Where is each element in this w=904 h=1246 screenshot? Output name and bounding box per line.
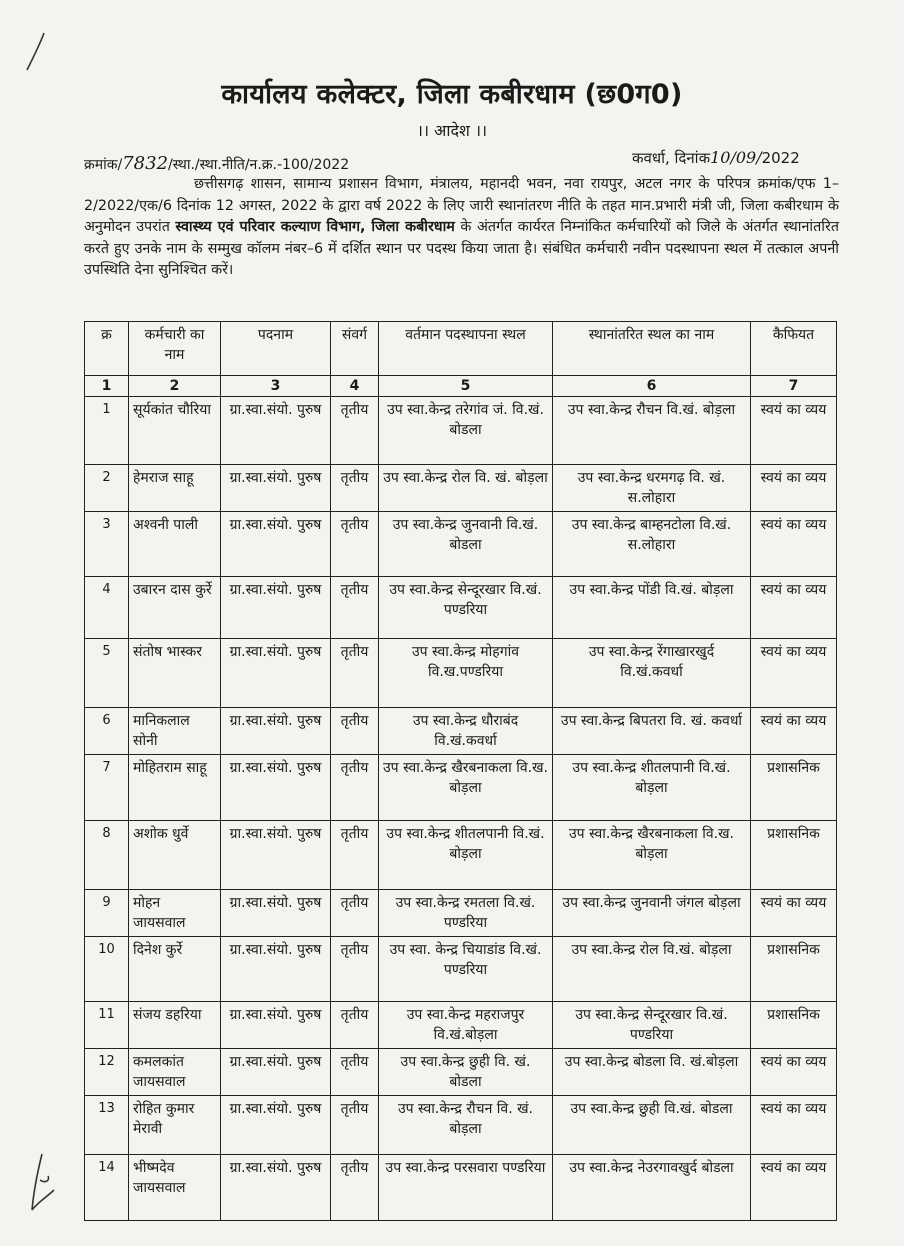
- table-row: [85, 937, 837, 1002]
- transfer-place: उप स्वा.केन्द्र शीतलपानी वि.खं. बोड़ला: [553, 755, 751, 821]
- row-serial: 7: [85, 755, 129, 821]
- transfer-place: उप स्वा.केन्द्र बाम्हनटोला वि.खं. स.लोहारा: [553, 512, 751, 577]
- table-row: [85, 890, 837, 937]
- row-serial: 11: [85, 1002, 129, 1049]
- row-serial: 10: [85, 937, 129, 1002]
- current-posting: उप स्वा.केन्द्र महराजपुर वि.खं.बोड़ला: [379, 1002, 553, 1049]
- current-posting: उप स्वा.केन्द्र खैरबनाकला वि.ख. बोड़ला: [379, 755, 553, 821]
- cadre: तृतीय: [331, 937, 379, 1002]
- row-serial: 8: [85, 821, 129, 890]
- header-transfer-place: स्थानांतरित स्थल का नाम: [553, 322, 751, 376]
- employee-name: अशोक धुर्वे: [129, 821, 221, 890]
- paragraph-bold-department: स्वास्थ्य एवं परिवार कल्याण विभाग, जिला कबीरधाम: [175, 219, 455, 236]
- header-designation: पदनाम: [221, 322, 331, 376]
- header-employee-name: कर्मचारी का नाम: [129, 322, 221, 376]
- transfer-place: उप स्वा.केन्द्र बोडला वि. खं.बोड़ला: [553, 1049, 751, 1096]
- table-header-row: [85, 322, 837, 376]
- current-posting: उप स्वा.केन्द्र धौराबंद वि.खं.कवर्धा: [379, 708, 553, 755]
- remarks: प्रशासनिक: [751, 821, 837, 890]
- cadre: तृतीय: [331, 821, 379, 890]
- cadre: तृतीय: [331, 397, 379, 465]
- employee-name: मानिकलाल सोनी: [129, 708, 221, 755]
- table-row: [85, 755, 837, 821]
- employee-name: सूर्यकांत चौरिया: [129, 397, 221, 465]
- designation: ग्रा.स्वा.संयो. पुरुष: [221, 821, 331, 890]
- table-row: [85, 577, 837, 639]
- current-posting: उप स्वा.केन्द्र मोहगांव वि.ख.पण्डरिया: [379, 639, 553, 708]
- date-prefix: कवर्धा, दिनांक: [632, 149, 711, 167]
- current-posting: उप स्वा. केन्द्र चियाडांड वि.खं. पण्डरिया: [379, 937, 553, 1002]
- employee-name: उबारन दास कुर्रे: [129, 577, 221, 639]
- employee-name: भीष्मदेव जायसवाल: [129, 1155, 221, 1221]
- col-number: 6: [553, 376, 751, 397]
- table-row: [85, 1155, 837, 1221]
- ref-prefix: क्रमांक/: [84, 157, 123, 173]
- row-serial: 13: [85, 1096, 129, 1155]
- row-serial: 2: [85, 465, 129, 512]
- header-serial: क्र: [85, 322, 129, 376]
- designation: ग्रा.स्वा.संयो. पुरुष: [221, 465, 331, 512]
- remarks: स्वयं का व्यय: [751, 890, 837, 937]
- cadre: तृतीय: [331, 1002, 379, 1049]
- table-row: [85, 1096, 837, 1155]
- remarks: प्रशासनिक: [751, 1002, 837, 1049]
- table-row: [85, 512, 837, 577]
- designation: ग्रा.स्वा.संयो. पुरुष: [221, 512, 331, 577]
- remarks: प्रशासनिक: [751, 755, 837, 821]
- row-serial: 1: [85, 397, 129, 465]
- office-title: कार्यालय कलेक्टर, जिला कबीरधाम (छ0ग0): [221, 79, 683, 110]
- cadre: तृतीय: [331, 890, 379, 937]
- current-posting: उप स्वा.केन्द्र जुनवानी वि.खं. बोडला: [379, 512, 553, 577]
- designation: ग्रा.स्वा.संयो. पुरुष: [221, 1096, 331, 1155]
- transfer-place: उप स्वा.केन्द्र छुही वि.खं. बोडला: [553, 1096, 751, 1155]
- current-posting: उप स्वा.केन्द्र शीतलपानी वि.खं. बोड़ला: [379, 821, 553, 890]
- current-posting: उप स्वा.केन्द्र रौचन वि. खं. बोड़ला: [379, 1096, 553, 1155]
- header-cadre: संवर्ग: [331, 322, 379, 376]
- transfer-place: उप स्वा.केन्द्र नेउरगावखुर्द बोडला: [553, 1155, 751, 1221]
- table-row: [85, 639, 837, 708]
- employee-name: संजय डहरिया: [129, 1002, 221, 1049]
- date-year: 2022: [761, 149, 800, 167]
- designation: ग्रा.स्वा.संयो. पुरुष: [221, 937, 331, 1002]
- cadre: तृतीय: [331, 577, 379, 639]
- transfer-place: उप स्वा.केन्द्र पोंडी वि.खं. बोड़ला: [553, 577, 751, 639]
- ref-handwritten-number: 7832: [122, 153, 169, 174]
- row-serial: 6: [85, 708, 129, 755]
- remarks: स्वयं का व्यय: [751, 1096, 837, 1155]
- row-serial: 5: [85, 639, 129, 708]
- row-serial: 12: [85, 1049, 129, 1096]
- remarks: स्वयं का व्यय: [751, 1049, 837, 1096]
- remarks: स्वयं का व्यय: [751, 577, 837, 639]
- remarks: स्वयं का व्यय: [751, 708, 837, 755]
- designation: ग्रा.स्वा.संयो. पुरुष: [221, 755, 331, 821]
- transfer-place: उप स्वा.केन्द्र खैरबनाकला वि.ख. बोड़ला: [553, 821, 751, 890]
- col-number: 2: [129, 376, 221, 397]
- cadre: तृतीय: [331, 465, 379, 512]
- cadre: तृतीय: [331, 1096, 379, 1155]
- col-number: 4: [331, 376, 379, 397]
- order-label: ।। आदेश ।।: [416, 121, 488, 140]
- signature-mark: [24, 1150, 64, 1220]
- current-posting: उप स्वा.केन्द्र परसवारा पण्डरिया: [379, 1155, 553, 1221]
- remarks: स्वयं का व्यय: [751, 512, 837, 577]
- column-number-row: [85, 376, 837, 397]
- remarks: स्वयं का व्यय: [751, 465, 837, 512]
- header-remarks: कैफियत: [751, 322, 837, 376]
- remarks: स्वयं का व्यय: [751, 397, 837, 465]
- order-date: [632, 148, 800, 168]
- date-handwritten: 10/09/: [710, 148, 762, 167]
- col-number: 5: [379, 376, 553, 397]
- designation: ग्रा.स्वा.संयो. पुरुष: [221, 1002, 331, 1049]
- designation: ग्रा.स्वा.संयो. पुरुष: [221, 639, 331, 708]
- cadre: तृतीय: [331, 755, 379, 821]
- cadre: तृतीय: [331, 1155, 379, 1221]
- employee-name: दिनेश कुर्रे: [129, 937, 221, 1002]
- employee-name: हेमराज साहू: [129, 465, 221, 512]
- transfer-place: उप स्वा.केन्द्र रेंगाखारखुर्द वि.खं.कवर्धा: [553, 639, 751, 708]
- cadre: तृतीय: [331, 1049, 379, 1096]
- table-row: [85, 1002, 837, 1049]
- row-serial: 3: [85, 512, 129, 577]
- table-row: [85, 708, 837, 755]
- current-posting: उप स्वा.केन्द्र सेन्दूरखार वि.खं. पण्डरिया: [379, 577, 553, 639]
- table-row: [85, 397, 837, 465]
- col-number: 1: [85, 376, 129, 397]
- cadre: तृतीय: [331, 708, 379, 755]
- pen-stroke-mark: [22, 30, 52, 74]
- current-posting: उप स्वा.केन्द्र तरेगांव जं. वि.खं. बोडला: [379, 397, 553, 465]
- row-serial: 14: [85, 1155, 129, 1221]
- cadre: तृतीय: [331, 512, 379, 577]
- transfer-table: [84, 321, 837, 1221]
- transfer-place: उप स्वा.केन्द्र बिपतरा वि. खं. कवर्धा: [553, 708, 751, 755]
- paragraph-text-1: छत्तीसगढ़ शासन, सामान्य प्रशासन विभाग, मंत्रालय, महानदी भवन, नवा रायपुर, अटल नगर के परिपत्र क्रमांक/एफ 1–2/2022/एक/6 दिनांक 12 अगस्त, 2022 के द्वारा वर्ष 2022 के लिए जारी स्थानांतरण नीति के तहत मान.प्रभारी मंत्री जी, जिला कबीरधाम के अनुमोदन उपरांत: [84, 176, 839, 236]
- transfer-place: उप स्वा.केन्द्र रोल वि.खं. बोड़ला: [553, 937, 751, 1002]
- cadre: तृतीय: [331, 639, 379, 708]
- current-posting: उप स्वा.केन्द्र रोल वि. खं. बोड़ला: [379, 465, 553, 512]
- designation: ग्रा.स्वा.संयो. पुरुष: [221, 397, 331, 465]
- employee-name: मोहन जायसवाल: [129, 890, 221, 937]
- current-posting: उप स्वा.केन्द्र छुही वि. खं. बोडला: [379, 1049, 553, 1096]
- table-row: [85, 821, 837, 890]
- col-number: 7: [751, 376, 837, 397]
- designation: ग्रा.स्वा.संयो. पुरुष: [221, 890, 331, 937]
- transfer-place: उप स्वा.केन्द्र सेन्दूरखार वि.खं. पण्डरिया: [553, 1002, 751, 1049]
- paragraph-text-2: के अंतर्गत कार्यरत निम्नांकित कर्मचारियों को जिले के अंतर्गत स्थानांतरित करते हुए उनके नाम के सम्मुख कॉलम नंबर–6 में दर्शित स्थान पर पदस्थ किया जाता है। संबंधित कर्मचारी नवीन पदस्थापना स्थल में तत्काल अपनी उपस्थिति देना सुनिश्चित करें।: [84, 219, 839, 279]
- col-number: 3: [221, 376, 331, 397]
- table-row: [85, 465, 837, 512]
- transfer-place: उप स्वा.केन्द्र धरमगढ़ वि. खं. स.लोहारा: [553, 465, 751, 512]
- remarks: स्वयं का व्यय: [751, 639, 837, 708]
- remarks: प्रशासनिक: [751, 937, 837, 1002]
- order-paragraph: [84, 174, 839, 282]
- current-posting: उप स्वा.केन्द्र रमतला वि.खं. पण्डरिया: [379, 890, 553, 937]
- ref-suffix: /स्था./स्था.नीति/न.क्र.-100/2022: [168, 157, 350, 173]
- employee-name: कमलकांत जायसवाल: [129, 1049, 221, 1096]
- designation: ग्रा.स्वा.संयो. पुरुष: [221, 1155, 331, 1221]
- remarks: स्वयं का व्यय: [751, 1155, 837, 1221]
- employee-name: रोहित कुमार मेरावी: [129, 1096, 221, 1155]
- employee-name: संतोष भास्कर: [129, 639, 221, 708]
- transfer-place: उप स्वा.केन्द्र जुनवानी जंगल बोड़ला: [553, 890, 751, 937]
- header-current-posting: वर्तमान पदस्थापना स्थल: [379, 322, 553, 376]
- reference-number: [84, 153, 349, 174]
- row-serial: 4: [85, 577, 129, 639]
- designation: ग्रा.स्वा.संयो. पुरुष: [221, 1049, 331, 1096]
- designation: ग्रा.स्वा.संयो. पुरुष: [221, 708, 331, 755]
- employee-name: मोहितराम साहू: [129, 755, 221, 821]
- transfer-place: उप स्वा.केन्द्र रौचन वि.खं. बोड़ला: [553, 397, 751, 465]
- row-serial: 9: [85, 890, 129, 937]
- employee-name: अश्वनी पाली: [129, 512, 221, 577]
- table-row: [85, 1049, 837, 1096]
- designation: ग्रा.स्वा.संयो. पुरुष: [221, 577, 331, 639]
